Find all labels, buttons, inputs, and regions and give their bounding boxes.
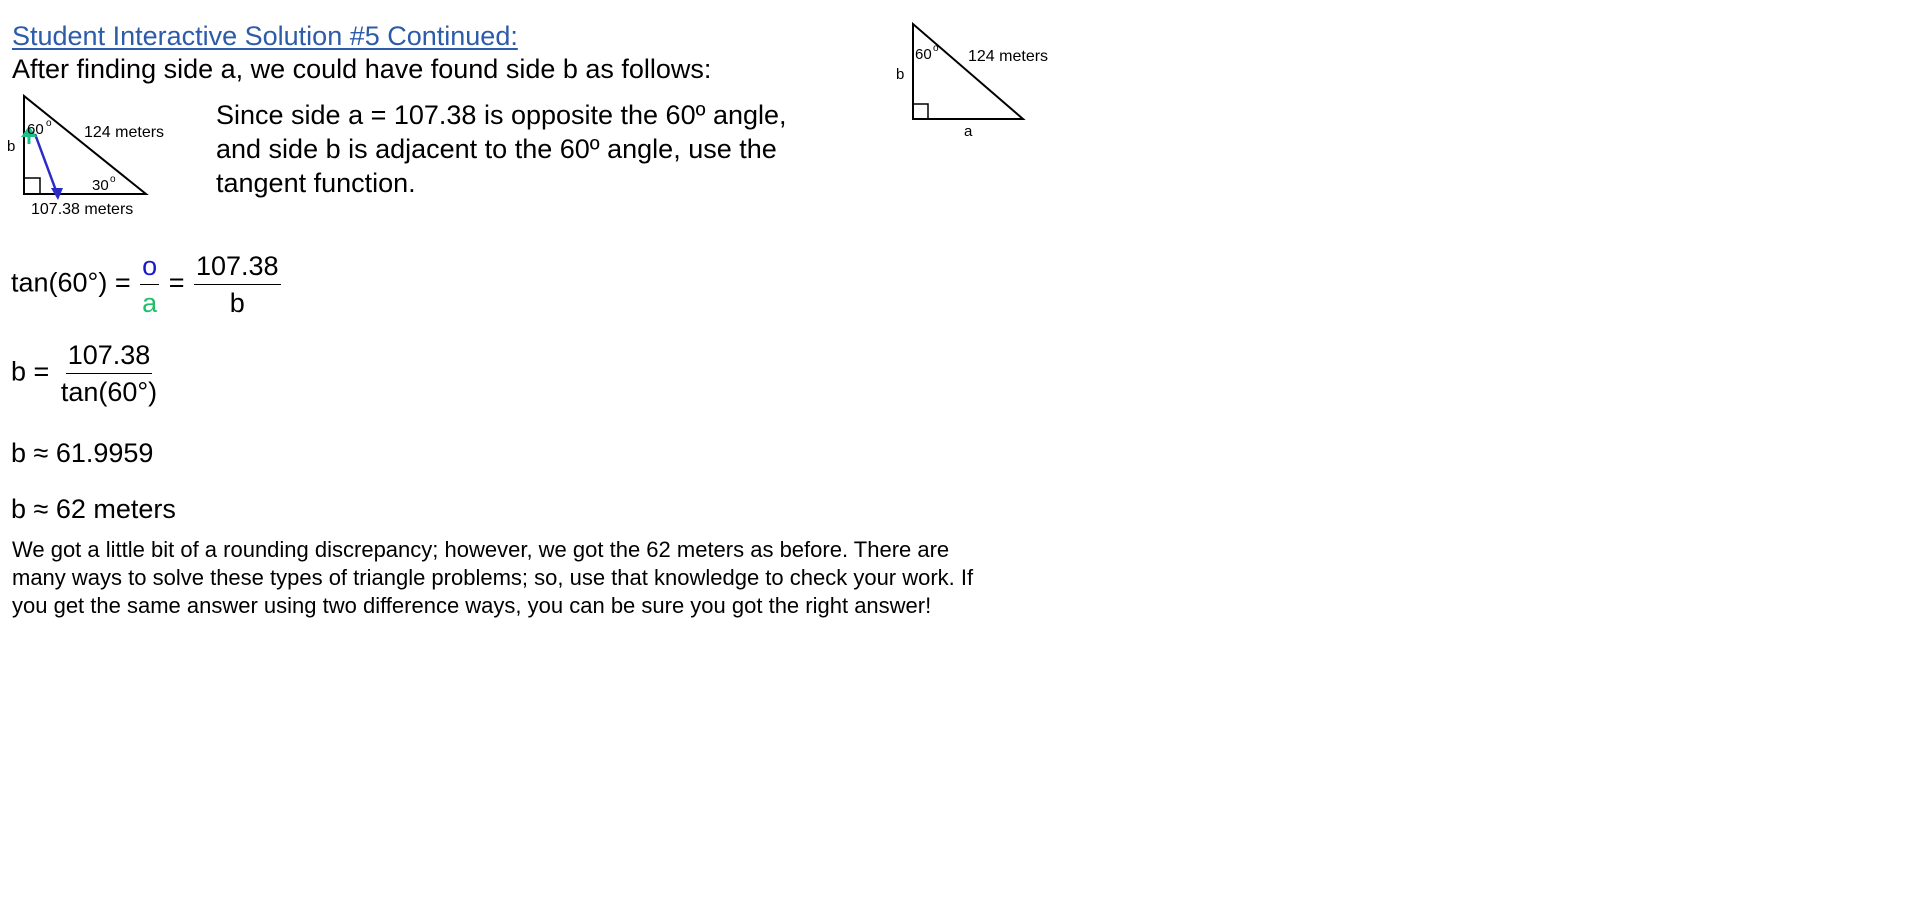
equation-tangent-ratio bbox=[11, 252, 283, 317]
equation-solve-for-b bbox=[11, 341, 161, 406]
equation-lhs: b = bbox=[11, 356, 50, 387]
explanation-line: Since side a = 107.38 is opposite the 60º angle, bbox=[216, 100, 787, 130]
opposite-symbol: o bbox=[140, 252, 159, 285]
reference-triangle-outline bbox=[913, 24, 1023, 119]
explanation-line: and side b is adjacent to the 60º angle, use the bbox=[216, 134, 777, 164]
adjacent-symbol: a bbox=[142, 288, 158, 318]
equation-lhs: tan(60°) = bbox=[11, 267, 131, 298]
conclusion-line: you get the same answer using two difference ways, you can be sure you got the right answer! bbox=[12, 593, 932, 618]
reference-hypotenuse-label: 124 meters bbox=[968, 48, 1049, 65]
value-fraction bbox=[194, 252, 281, 317]
small-triangle-diagram bbox=[4, 92, 184, 222]
equals-sign: = bbox=[168, 267, 185, 298]
reference-right-angle-marker bbox=[913, 104, 928, 119]
small-side-b-label: b bbox=[7, 138, 16, 155]
explanation-text bbox=[216, 98, 787, 200]
solve-fraction bbox=[59, 341, 159, 406]
equation-b-approx-value: b ≈ 61.9959 bbox=[11, 438, 154, 468]
page-title: Student Interactive Solution #5 Continued: bbox=[12, 21, 518, 51]
intro-text: After finding side a, we could have found side b as follows: bbox=[12, 54, 712, 84]
small-angle-30: 30 bbox=[92, 177, 109, 194]
fraction-numerator: 107.38 bbox=[194, 252, 281, 285]
equation-b-rounded: b ≈ 62 meters bbox=[11, 494, 176, 524]
fraction-denominator: b bbox=[229, 288, 245, 318]
conclusion-line: We got a little bit of a rounding discrepancy; however, we got the 62 meters as before. There are bbox=[12, 537, 950, 562]
small-degree-60: o bbox=[46, 118, 52, 129]
fraction-numerator: 107.38 bbox=[66, 341, 153, 374]
opposite-over-adjacent-fraction bbox=[140, 252, 159, 317]
reference-triangle-diagram bbox=[888, 18, 1060, 148]
explanation-line: tangent function. bbox=[216, 168, 416, 198]
conclusion-paragraph bbox=[12, 536, 973, 620]
small-triangle-outline bbox=[24, 96, 146, 194]
reference-angle-60: 60 bbox=[915, 46, 932, 63]
small-hypotenuse-label: 124 meters bbox=[84, 124, 165, 141]
fraction-denominator: tan(60°) bbox=[60, 377, 158, 407]
small-base-label: 107.38 meters bbox=[31, 201, 134, 218]
small-right-angle-marker bbox=[24, 178, 40, 194]
small-degree-30: o bbox=[110, 174, 116, 185]
small-angle-60: 60 bbox=[27, 121, 44, 138]
reference-side-a-label: a bbox=[964, 123, 973, 140]
small-opposite-arrow-line bbox=[35, 134, 58, 196]
reference-side-b-label: b bbox=[896, 66, 905, 83]
conclusion-line: many ways to solve these types of triangle problems; so, use that knowledge to check your work. If bbox=[12, 565, 974, 590]
reference-degree-60: o bbox=[933, 43, 939, 54]
